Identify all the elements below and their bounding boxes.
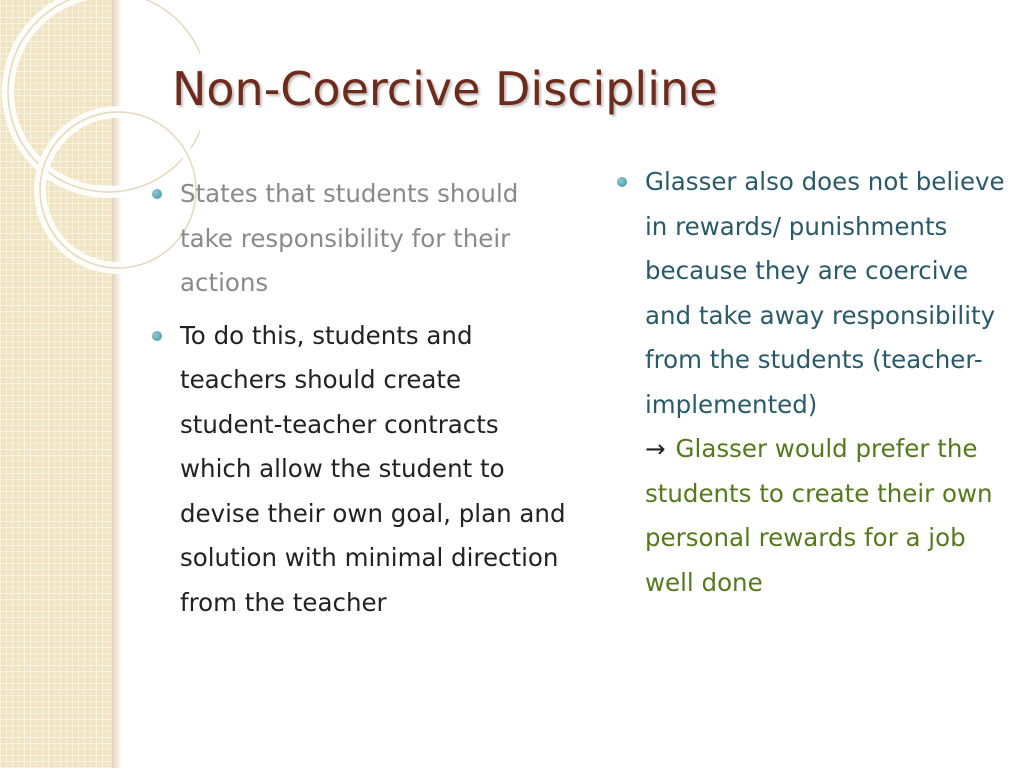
bullet-item [615, 160, 1015, 605]
bullet-item [150, 172, 570, 306]
bullet-dot-icon [617, 177, 627, 187]
arrow-right-icon: → [645, 434, 666, 463]
bullet-text: Glasser also does not believe in rewards/ punishments because they are coercive and take away responsibility from the students (teacher-implemented) [645, 167, 1005, 419]
bullet-item [150, 314, 570, 626]
left-bullet-list [150, 172, 570, 633]
slide-title: Non-Coercive Discipline [172, 62, 718, 116]
right-bullet-list [615, 160, 1015, 613]
sub-point [645, 427, 1015, 605]
bullet-text: States that students should take responsibility for their actions [180, 179, 519, 297]
bullet-dot-icon [152, 331, 162, 341]
sub-point-text: Glasser would prefer the students to create their own personal rewards for a job well done [645, 434, 993, 597]
bullet-dot-icon [152, 189, 162, 199]
bullet-text: To do this, students and teachers should create student-teacher contracts which allow the student to devise their own goal, plan and solution with minimal direction from the teacher [180, 320, 566, 617]
